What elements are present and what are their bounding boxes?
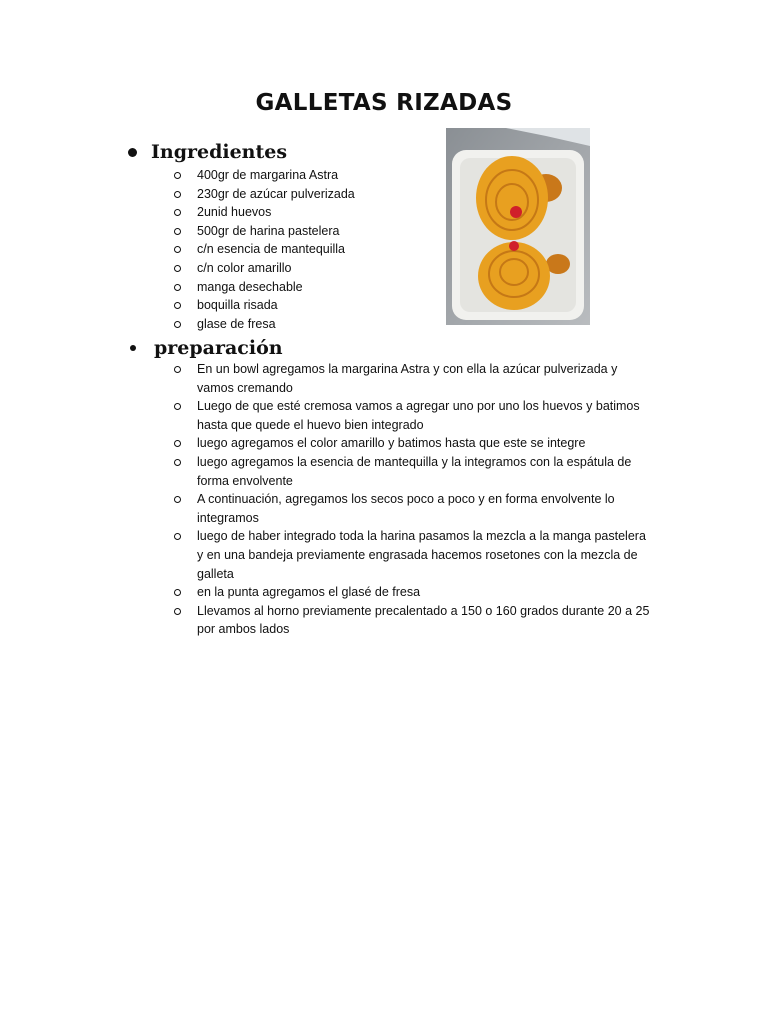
ingredients-heading: Ingredientes xyxy=(151,141,288,163)
list-item: 230gr de azúcar pulverizada xyxy=(172,185,355,204)
bullet-icon xyxy=(130,345,136,351)
list-item: luego agregamos el color amarillo y batimos hasta que este se integre xyxy=(172,434,652,453)
ingredients-heading-row xyxy=(128,141,287,163)
list-item: boquilla risada xyxy=(172,296,355,315)
list-item: A continuación, agregamos los secos poco a poco y en forma envolvente lo integramos xyxy=(172,490,652,527)
list-item: En un bowl agregamos la margarina Astra y con ella la azúcar pulverizada y vamos cremando xyxy=(172,360,652,397)
list-item: 500gr de harina pastelera xyxy=(172,222,355,241)
list-item: Luego de que esté cremosa vamos a agregar uno por uno los huevos y batimos hasta que quede el huevo bien integrado xyxy=(172,397,652,434)
list-item: en la punta agregamos el glasé de fresa xyxy=(172,583,652,602)
preparation-heading-row xyxy=(128,337,283,359)
jam-dot xyxy=(510,206,522,218)
list-item: 2unid huevos xyxy=(172,203,355,222)
page-title: GALLETAS RIZADAS xyxy=(255,90,513,116)
cookies-photo-drawing xyxy=(446,128,590,325)
list-item: luego de haber integrado toda la harina pasamos la mezcla a la manga pastelera y en una bandeja previamente engrasada hacemos rosetones con la mezcla de galleta xyxy=(172,527,652,583)
list-item: Llevamos al horno previamente precalentado a 150 o 160 grados durante 20 a 25 por ambos lados xyxy=(172,602,652,639)
cookies-photo xyxy=(446,128,590,325)
jam-dot xyxy=(509,241,519,251)
list-item: c/n esencia de mantequilla xyxy=(172,240,355,259)
preparation-list xyxy=(172,360,652,639)
list-item: 400gr de margarina Astra xyxy=(172,166,355,185)
list-item: glase de fresa xyxy=(172,315,355,334)
list-item: manga desechable xyxy=(172,278,355,297)
list-item: luego agregamos la esencia de mantequilla y la integramos con la espátula de forma envolvente xyxy=(172,453,652,490)
list-item: c/n color amarillo xyxy=(172,259,355,278)
ingredients-list xyxy=(172,166,355,333)
preparation-heading: preparación xyxy=(154,337,283,359)
bullet-icon xyxy=(128,148,137,157)
